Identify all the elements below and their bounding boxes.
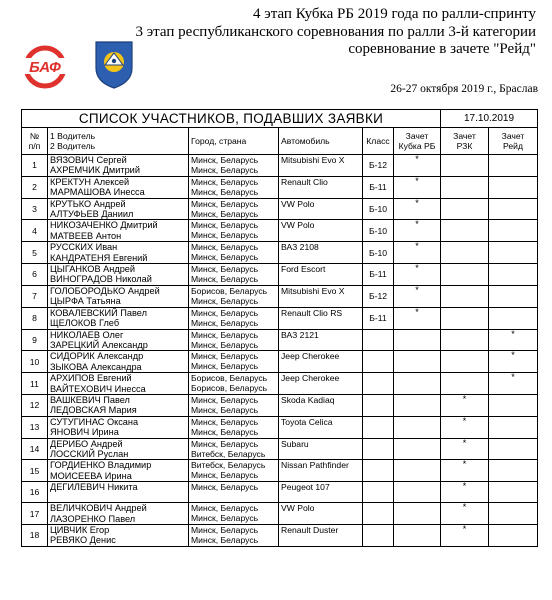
driver-1: ЦЫГАНКОВ Андрей — [50, 264, 136, 275]
event-date-place: 26-27 октября 2019 г., Браслав — [390, 83, 538, 95]
col-car-header: Автомобиль — [279, 128, 363, 155]
row-number: 7 — [22, 285, 48, 307]
table-row — [22, 285, 538, 307]
cup-cell: * — [394, 285, 441, 307]
raid-cell — [489, 220, 538, 242]
city-1: Минск, Беларусь — [191, 220, 259, 231]
drivers-cell — [48, 482, 189, 503]
row-number: 13 — [22, 416, 48, 438]
city-2: Минск, Беларусь — [191, 404, 259, 415]
cup-cell — [394, 438, 441, 460]
cup-cell: * — [394, 220, 441, 242]
car-cell: Subaru — [279, 438, 363, 460]
col-rzk-header: Зачет РЗК — [441, 128, 489, 155]
cup-cell — [394, 503, 441, 525]
driver-2: ЛЕДОВСКАЯ Мария — [50, 405, 137, 416]
driver-1: АРХИПОВ Евгений — [50, 373, 132, 384]
row-number: 6 — [22, 264, 48, 286]
city-2: Минск, Беларусь — [191, 274, 259, 285]
driver-1: СУТУГИНАС Оксана — [50, 416, 139, 427]
rzk-cell — [441, 176, 489, 198]
participants-table — [21, 109, 538, 547]
rzk-cell — [441, 373, 489, 395]
driver-1: ГОЛОБОРОДЬКО Андрей — [50, 285, 160, 296]
raid-cell — [489, 198, 538, 220]
city-1: Минск, Беларусь — [191, 438, 259, 449]
col-raid-header: Зачет Рейд — [489, 128, 538, 155]
city-2: Минск, Беларусь — [191, 535, 259, 545]
driver-1: СИДОРИК Александр — [50, 351, 144, 362]
rzk-cell — [441, 285, 489, 307]
table-row — [22, 220, 538, 242]
class-cell — [363, 482, 394, 503]
driver-1: НИКОЛАЕВ Олег — [50, 329, 124, 340]
city-1: Минск, Беларусь — [191, 351, 259, 362]
cup-cell: * — [394, 155, 441, 177]
driver-2: ВАЙТЕХОВИЧ Инесса — [50, 383, 146, 394]
driver-2: АХРЕМЧИК Дмитрий — [50, 165, 140, 176]
rzk-cell — [441, 264, 489, 286]
table-row — [22, 482, 538, 503]
drivers-cell — [48, 460, 189, 482]
driver-1: ДЕГИЛЕВИЧ Никита — [50, 482, 138, 493]
city-2: Минск, Беларусь — [191, 317, 259, 328]
class-cell — [363, 503, 394, 525]
city-1: Минск, Беларусь — [191, 155, 259, 165]
driver-1: ВЕЛИЧКОВИЧ Андрей — [50, 503, 147, 514]
table-row — [22, 373, 538, 395]
rzk-cell — [441, 198, 489, 220]
city-2: Минск, Беларусь — [191, 426, 259, 437]
event-title-line-1: 4 этап Кубка РБ 2019 года по ралли-спринту — [253, 6, 536, 22]
driver-1: ВАШКЕВИЧ Павел — [50, 394, 130, 405]
driver-1: РУССКИХ Иван — [50, 242, 118, 253]
raid-cell — [489, 503, 538, 525]
city-1: Минск, Беларусь — [191, 416, 259, 427]
car-cell: ВАЗ 2108 — [279, 242, 363, 264]
city-2: Минск, Беларусь — [191, 208, 259, 219]
city-cell — [189, 525, 279, 547]
class-cell — [363, 460, 394, 482]
car-cell: VW Polo — [279, 503, 363, 525]
rzk-cell: * — [441, 482, 489, 503]
driver-2: ЦЫРФА Татьяна — [50, 296, 121, 307]
raid-cell: * — [489, 373, 538, 395]
city-cell — [189, 416, 279, 438]
driver-1: КОВАЛЕВСКИЙ Павел — [50, 307, 147, 318]
row-number: 18 — [22, 525, 48, 547]
city-cell — [189, 329, 279, 351]
table-row — [22, 394, 538, 416]
city-cell — [189, 503, 279, 525]
car-cell: Renault Duster — [279, 525, 363, 547]
cup-cell — [394, 351, 441, 373]
city-cell — [189, 460, 279, 482]
baf-logo-text: БАФ — [29, 59, 61, 76]
driver-2: КАНДРАТЕНЯ Евгений — [50, 252, 148, 263]
event-title-line-3: соревнование в зачете "Рейд" — [348, 41, 536, 57]
raid-cell — [489, 155, 538, 177]
table-row — [22, 351, 538, 373]
city-2: Минск, Беларусь — [191, 361, 259, 372]
row-number: 2 — [22, 176, 48, 198]
car-cell: Renault Clio RS — [279, 307, 363, 329]
city-2: Минск, Беларусь — [191, 230, 259, 241]
rzk-cell — [441, 307, 489, 329]
driver-1: ГОРДИЕНКО Владимир — [50, 460, 152, 471]
baf-logo-icon — [14, 44, 76, 90]
rzk-cell — [441, 351, 489, 373]
city-cell — [189, 220, 279, 242]
city-1: Борисов, Беларусь — [191, 373, 268, 384]
rzk-cell: * — [441, 503, 489, 525]
col-num-header: № п/п — [22, 128, 48, 155]
row-number: 14 — [22, 438, 48, 460]
drivers-cell — [48, 394, 189, 416]
rzk-cell: * — [441, 438, 489, 460]
cup-cell: * — [394, 176, 441, 198]
driver-1: НИКОЗАЧЕНКО Дмитрий — [50, 220, 158, 231]
driver-2: МАТВЕЕВ Антон — [50, 230, 122, 241]
cup-cell — [394, 329, 441, 351]
row-number: 12 — [22, 394, 48, 416]
city-cell — [189, 438, 279, 460]
col-cup-header: Зачет Кубка РБ — [394, 128, 441, 155]
city-1: Минск, Беларусь — [191, 264, 259, 275]
city-cell — [189, 307, 279, 329]
rzk-cell — [441, 242, 489, 264]
driver-2: ЩЕЛОКОВ Глеб — [50, 318, 120, 329]
col-class-header: Класс — [363, 128, 394, 155]
list-title: СПИСОК УЧАСТНИКОВ, ПОДАВШИХ ЗАЯВКИ — [22, 110, 441, 128]
driver-2: АЛТУФЬЕВ Даниил — [50, 209, 134, 220]
cup-cell — [394, 416, 441, 438]
row-number: 5 — [22, 242, 48, 264]
raid-cell — [489, 460, 538, 482]
rzk-cell — [441, 155, 489, 177]
car-cell: Skoda Kadiaq — [279, 394, 363, 416]
raid-cell: * — [489, 329, 538, 351]
table-row — [22, 242, 538, 264]
class-cell — [363, 394, 394, 416]
cup-cell — [394, 394, 441, 416]
city-2: Витебск, Беларусь — [191, 448, 266, 459]
city-1: Минск, Беларусь — [191, 482, 259, 493]
driver-1: КРЕКТУН Алексей — [50, 176, 130, 187]
cup-cell — [394, 482, 441, 503]
city-1: Минск, Беларусь — [191, 176, 259, 187]
cup-cell: * — [394, 198, 441, 220]
driver-1: ДЕРИБО Андрей — [50, 438, 123, 449]
cup-cell: * — [394, 242, 441, 264]
row-number: 4 — [22, 220, 48, 242]
class-cell — [363, 438, 394, 460]
rzk-cell: * — [441, 525, 489, 547]
car-cell: Ford Escort — [279, 264, 363, 286]
row-number: 17 — [22, 503, 48, 525]
driver-2: ЛАЗОРЕНКО Павел — [50, 513, 136, 524]
car-cell: Nissan Pathfinder — [279, 460, 363, 482]
drivers-cell — [48, 373, 189, 395]
row-number: 15 — [22, 460, 48, 482]
raid-cell: * — [489, 351, 538, 373]
row-number: 9 — [22, 329, 48, 351]
driver-1: КРУТЬКО Андрей — [50, 198, 126, 209]
col-drivers-header: 1 Водитель 2 Водитель — [48, 128, 189, 155]
cup-cell: * — [394, 264, 441, 286]
raid-cell — [489, 438, 538, 460]
row-number: 3 — [22, 198, 48, 220]
table-row — [22, 155, 538, 177]
car-cell: Renault Clio — [279, 176, 363, 198]
drivers-cell — [48, 242, 189, 264]
class-cell — [363, 351, 394, 373]
cup-cell — [394, 460, 441, 482]
city-1: Минск, Беларусь — [191, 394, 259, 405]
city-cell — [189, 285, 279, 307]
city-cell — [189, 264, 279, 286]
rzk-cell — [441, 220, 489, 242]
city-1: Борисов, Беларусь — [191, 285, 268, 296]
class-cell: Б-10 — [363, 220, 394, 242]
city-cell — [189, 242, 279, 264]
column-header-row — [22, 128, 538, 155]
city-cell — [189, 394, 279, 416]
city-cell — [189, 155, 279, 177]
row-number: 10 — [22, 351, 48, 373]
driver-2: ЛОССКИЙ Руслан — [50, 448, 129, 459]
city-2: Минск, Беларусь — [191, 252, 259, 263]
table-row — [22, 307, 538, 329]
city-2: Минск, Беларусь — [191, 513, 259, 524]
table-row — [22, 329, 538, 351]
table-row — [22, 525, 538, 547]
city-1: Минск, Беларусь — [191, 329, 259, 340]
car-cell: ВАЗ 2121 — [279, 329, 363, 351]
class-cell: Б-11 — [363, 264, 394, 286]
drivers-cell — [48, 438, 189, 460]
row-number: 11 — [22, 373, 48, 395]
city-cell — [189, 198, 279, 220]
table-row — [22, 460, 538, 482]
drivers-cell — [48, 176, 189, 198]
city-2: Борисов, Беларусь — [191, 383, 268, 394]
cup-cell — [394, 525, 441, 547]
raid-cell — [489, 482, 538, 503]
raid-cell — [489, 285, 538, 307]
raid-cell — [489, 176, 538, 198]
city-1: Витебск, Беларусь — [191, 460, 266, 471]
class-cell: Б-11 — [363, 307, 394, 329]
row-number: 8 — [22, 307, 48, 329]
cup-cell: * — [394, 307, 441, 329]
class-cell: Б-10 — [363, 198, 394, 220]
list-title-row — [22, 110, 538, 128]
row-number: 16 — [22, 482, 48, 503]
car-cell: Jeep Cherokee — [279, 351, 363, 373]
car-cell: Mitsubishi Evo X — [279, 155, 363, 177]
car-cell: Jeep Cherokee — [279, 373, 363, 395]
city-cell — [189, 373, 279, 395]
class-cell — [363, 373, 394, 395]
table-row — [22, 438, 538, 460]
city-cell — [189, 176, 279, 198]
city-2: Минск, Беларусь — [191, 295, 259, 306]
document-header — [0, 0, 552, 108]
city-2: Минск, Беларусь — [191, 165, 259, 175]
city-1: Минск, Беларусь — [191, 242, 259, 253]
driver-1: ВЯЗОВИЧ Сергей — [50, 155, 127, 165]
raid-cell — [489, 394, 538, 416]
raid-cell — [489, 416, 538, 438]
class-cell: Б-10 — [363, 242, 394, 264]
city-1: Минск, Беларусь — [191, 307, 259, 318]
city-2: Минск, Беларусь — [191, 186, 259, 197]
driver-2: ЯНОВИЧ Ирина — [50, 427, 119, 438]
class-cell: Б-11 — [363, 176, 394, 198]
driver-2: ЗАРЕЦКИЙ Александр — [50, 339, 148, 350]
city-1: Минск, Беларусь — [191, 503, 259, 514]
table-row — [22, 503, 538, 525]
car-cell: Toyota Celica — [279, 416, 363, 438]
drivers-cell — [48, 264, 189, 286]
driver-2: РЕВЯКО Денис — [50, 535, 116, 546]
driver-2: МАРМАШОВА Инесса — [50, 187, 145, 198]
city-cell — [189, 482, 279, 503]
table-row — [22, 416, 538, 438]
driver-2: МОИСЕЕВА Ирина — [50, 470, 132, 481]
drivers-cell — [48, 155, 189, 177]
cup-cell — [394, 373, 441, 395]
driver-2: ЗЫКОВА Александра — [50, 361, 142, 372]
raid-cell — [489, 264, 538, 286]
city-1: Минск, Беларусь — [191, 525, 259, 535]
table-row — [22, 176, 538, 198]
event-titles — [126, 6, 536, 59]
col-city-header: Город, страна — [189, 128, 279, 155]
rzk-cell: * — [441, 394, 489, 416]
drivers-cell — [48, 329, 189, 351]
class-cell — [363, 329, 394, 351]
city-2: Минск, Беларусь — [191, 470, 259, 481]
row-number: 1 — [22, 155, 48, 177]
table-row — [22, 264, 538, 286]
drivers-cell — [48, 220, 189, 242]
drivers-cell — [48, 351, 189, 373]
car-cell: VW Polo — [279, 220, 363, 242]
drivers-cell — [48, 307, 189, 329]
rzk-cell: * — [441, 416, 489, 438]
drivers-cell — [48, 416, 189, 438]
drivers-cell — [48, 285, 189, 307]
driver-2: ВИНОГРАДОВ Николай — [50, 274, 152, 285]
class-cell — [363, 416, 394, 438]
class-cell: Б-12 — [363, 285, 394, 307]
city-2: Минск, Беларусь — [191, 339, 259, 350]
raid-cell — [489, 242, 538, 264]
raid-cell — [489, 307, 538, 329]
class-cell: Б-12 — [363, 155, 394, 177]
car-cell: Peugeot 107 — [279, 482, 363, 503]
city-cell — [189, 351, 279, 373]
rzk-cell — [441, 329, 489, 351]
driver-1: ЦИВЧИК Егор — [50, 525, 110, 535]
drivers-cell — [48, 525, 189, 547]
car-cell: Mitsubishi Evo X — [279, 285, 363, 307]
table-row — [22, 198, 538, 220]
drivers-cell — [48, 503, 189, 525]
rzk-cell: * — [441, 460, 489, 482]
list-date: 17.10.2019 — [441, 110, 538, 128]
drivers-cell — [48, 198, 189, 220]
raid-cell — [489, 525, 538, 547]
car-cell: VW Polo — [279, 198, 363, 220]
class-cell — [363, 525, 394, 547]
city-1: Минск, Беларусь — [191, 198, 259, 209]
event-title-line-2: 3 этап республиканского соревнования по ралли 3-й категории — [135, 23, 536, 40]
